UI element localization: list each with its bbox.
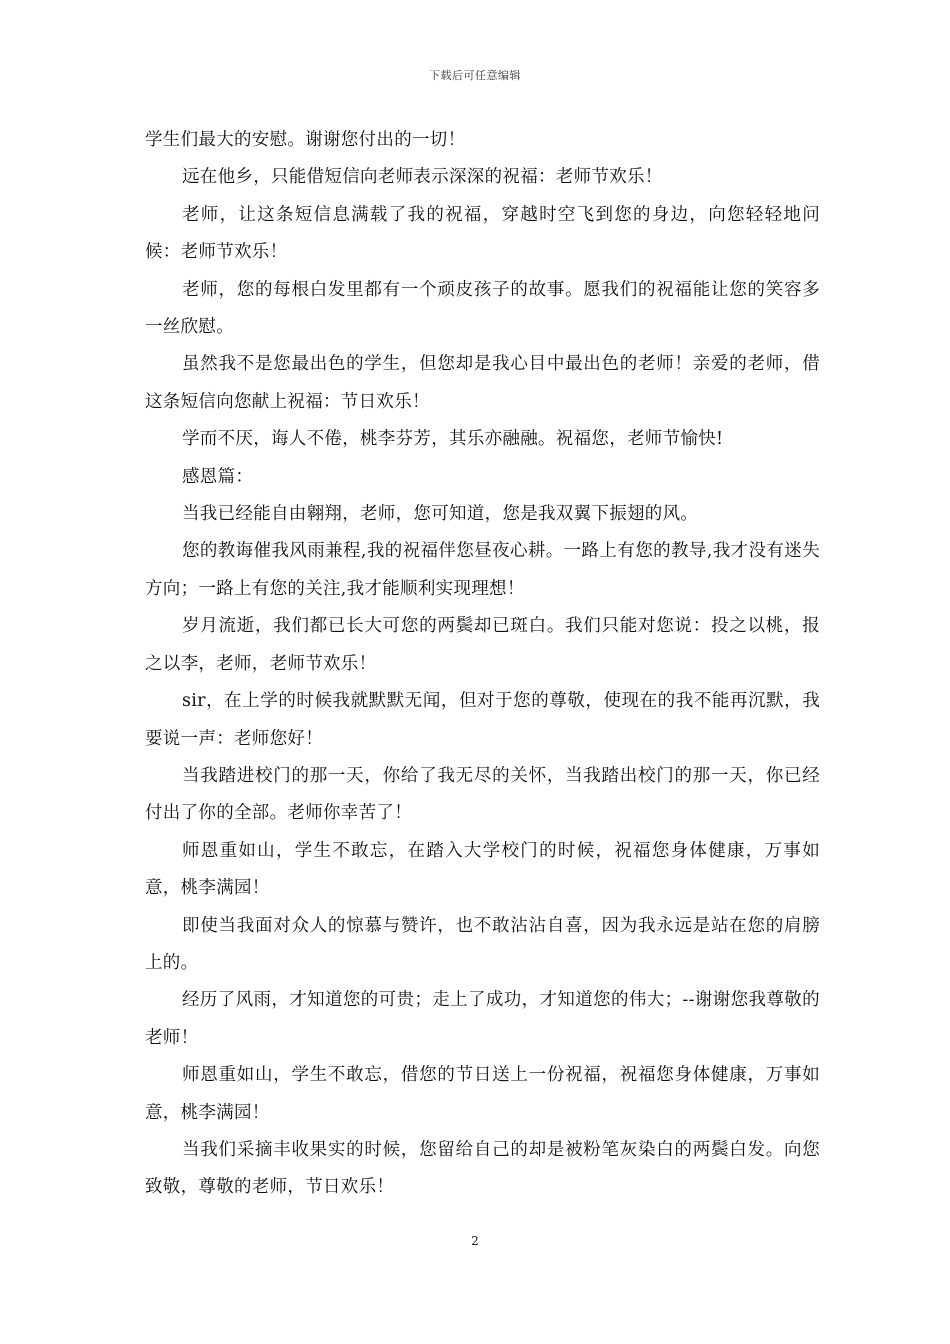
document-body — [145, 122, 820, 1207]
paragraph: 师恩重如山，学生不敢忘，借您的节日送上一份祝福，祝福您身体健康，万事如意，桃李满园！ — [145, 1065, 820, 1123]
paragraph: 岁月流逝，我们都已长大可您的两鬓却已斑白。我们只能对您说：投之以桃，报之以李，老师，老师节欢乐！ — [145, 616, 820, 674]
page-header: 下载后可任意编辑 — [429, 69, 521, 82]
paragraph: 学生们最大的安慰。谢谢您付出的一切！ — [145, 130, 466, 150]
paragraph: 当我已经能自由翱翔，老师，您可知道，您是我双翼下振翅的风。 — [182, 504, 699, 525]
paragraph: 经历了风雨，才知道您的可贵；走上了成功，才知道您的伟大；--谢谢您我尊敬的老师！ — [145, 990, 820, 1048]
paragraph: 即使当我面对众人的惊慕与赞许，也不敢沾沾自喜，因为我永远是站在您的肩膀上的。 — [145, 915, 820, 973]
paragraph: 学而不厌，诲人不倦，桃李芬芳，其乐亦融融。祝福您，老师节愉快! — [182, 429, 724, 450]
paragraph: 当我踏进校门的那一天，你给了我无尽的关怀，当我踏出校门的那一天，你已经付出了你的全部。老师你幸苦了！ — [145, 765, 820, 824]
paragraph: 您的教诲催我风雨兼程,我的祝福伴您昼夜心耕。一路上有您的教导,我才没有迷失方向；一路上有您的关注,我才能顺利实现理想！ — [145, 541, 820, 599]
paragraph: 虽然我不是您最出色的学生，但您却是我心目中最出色的老师！亲爱的老师，借这条短信向您献上祝福：节日欢乐！ — [145, 354, 820, 412]
paragraph: 老师，您的每根白发里都有一个顽皮孩子的故事。愿我们的祝福能让您的笑容多一丝欣慰。 — [145, 279, 820, 338]
page-number: 2 — [471, 1234, 479, 1248]
paragraph: 当我们采摘丰收果实的时候，您留给自己的却是被粉笔灰染白的两鬓白发。向您致敬，尊敬的老师，节日欢乐！ — [145, 1139, 820, 1198]
paragraph: 师恩重如山，学生不敢忘，在踏入大学校门的时候，祝福您身体健康，万事如意，桃李满园！ — [145, 840, 820, 899]
paragraph: 远在他乡，只能借短信向老师表示深深的祝福：老师节欢乐！ — [182, 167, 663, 188]
paragraph: sir，在上学的时候我就默默无闻，但对于您的尊敬，使现在的我不能再沉默，我要说一声：老师您好！ — [145, 691, 820, 749]
section-heading: 感恩篇： — [182, 466, 254, 487]
paragraph: 老师，让这条短信息满载了我的祝福，穿越时空飞到您的身边，向您轻轻地问候：老师节欢乐！ — [145, 204, 820, 263]
